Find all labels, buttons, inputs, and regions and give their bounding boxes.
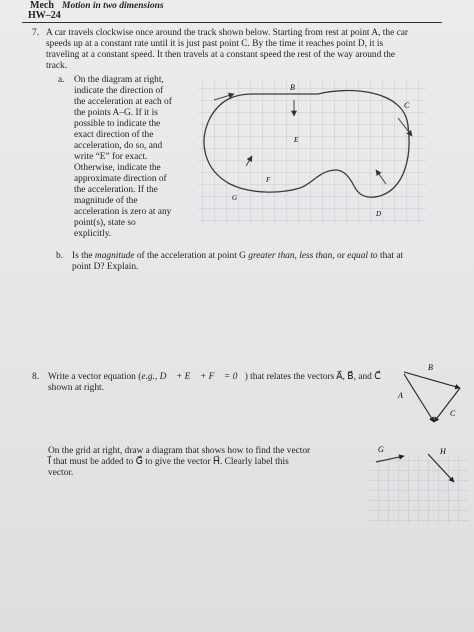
track-label-f: F	[266, 176, 271, 184]
q7-intro	[46, 28, 446, 72]
q8-part2-line1: On the grid at right, draw a diagram that shows how to find the vector	[48, 446, 311, 456]
q7a-line: On the diagram at right,	[74, 75, 164, 85]
q8-line1: Write a vector equation (e.g., D⃗ + E⃗ + F⃗ = 0⃗) that relates the vectors A⃗, B⃗, and C⃗	[48, 372, 381, 382]
track-label-e: E	[294, 136, 299, 144]
q7-intro-line: track.	[46, 61, 68, 71]
section-title: Motion in two dimensions	[62, 1, 164, 11]
q7a-line: exact direction of the	[74, 130, 154, 140]
q7a-line: possible to indicate the	[74, 119, 161, 129]
track-label-d: D	[376, 210, 382, 218]
vector-c-label: C⃗	[450, 409, 462, 418]
q7a-label: a.	[58, 75, 65, 85]
q7a-line: the acceleration. If the	[74, 185, 158, 195]
q7a-line: magnitude of the	[74, 196, 138, 206]
vector-b-arrow	[404, 372, 460, 388]
vector-triangle	[390, 358, 470, 438]
gh-vector-grid	[368, 440, 472, 526]
q8-text	[48, 372, 388, 394]
track-label-b: B	[290, 83, 295, 92]
q7a-line: write “E” for exact.	[74, 152, 148, 162]
q7b-line1: Is the magnitude of the acceleration at point G greater than, less than, or equal to that at	[72, 251, 404, 261]
q7-intro-line: A car travels clockwise once around the track shown below. Starting from rest at point A, the car	[46, 28, 409, 38]
vector-g-label: G⃗	[378, 445, 390, 454]
q7b-label: b.	[56, 251, 64, 261]
track-label-g: G	[232, 194, 238, 202]
vector-h-label: H⃗	[440, 447, 452, 456]
header-rule	[22, 22, 442, 23]
q7b-line2: point D? Explain.	[72, 262, 139, 272]
q7-number: 7.	[32, 28, 40, 38]
q7a-line: the acceleration at each of	[74, 97, 172, 107]
q8-part2-line3: vector.	[48, 468, 74, 478]
q7a-line: acceleration is zero at any	[74, 207, 172, 217]
course-label: Mech	[30, 0, 54, 11]
q7a-line: the points A–G. If it is	[74, 108, 158, 118]
q7a-line: approximate direction of	[74, 174, 167, 184]
q7-intro-line: speeds up at a constant rate until it is just past point C. By the time it reaches point D, it is	[46, 39, 384, 49]
q8-line2: shown at right.	[48, 383, 104, 393]
q7a-line: indicate the direction of	[74, 86, 164, 96]
q7-intro-line: traveling at a constant speed. It then travels at a constant speed the rest of the way around the	[46, 50, 396, 60]
gh-grid	[370, 454, 468, 524]
q8-part2-text	[48, 446, 368, 479]
q7a-text	[74, 75, 194, 240]
q7a-line: explicitly.	[74, 229, 112, 239]
track-label-c: C	[404, 101, 410, 110]
vector-a-label: A⃗	[398, 391, 410, 400]
q7a-line: acceleration, do so, and	[74, 141, 163, 151]
q7a-line: Otherwise, indicate the	[74, 163, 161, 173]
q7a-line: point(s), state so	[74, 218, 136, 228]
q8-number: 8.	[32, 372, 40, 382]
track-diagram	[190, 76, 430, 236]
homework-number: HW–24	[28, 10, 61, 21]
q7b-text	[72, 251, 452, 273]
q8-part2-line2: I⃗ that must be added to G⃗ to give the vector H⃗. Clearly label this	[48, 457, 289, 467]
vector-b-label: B⃗	[428, 363, 440, 372]
